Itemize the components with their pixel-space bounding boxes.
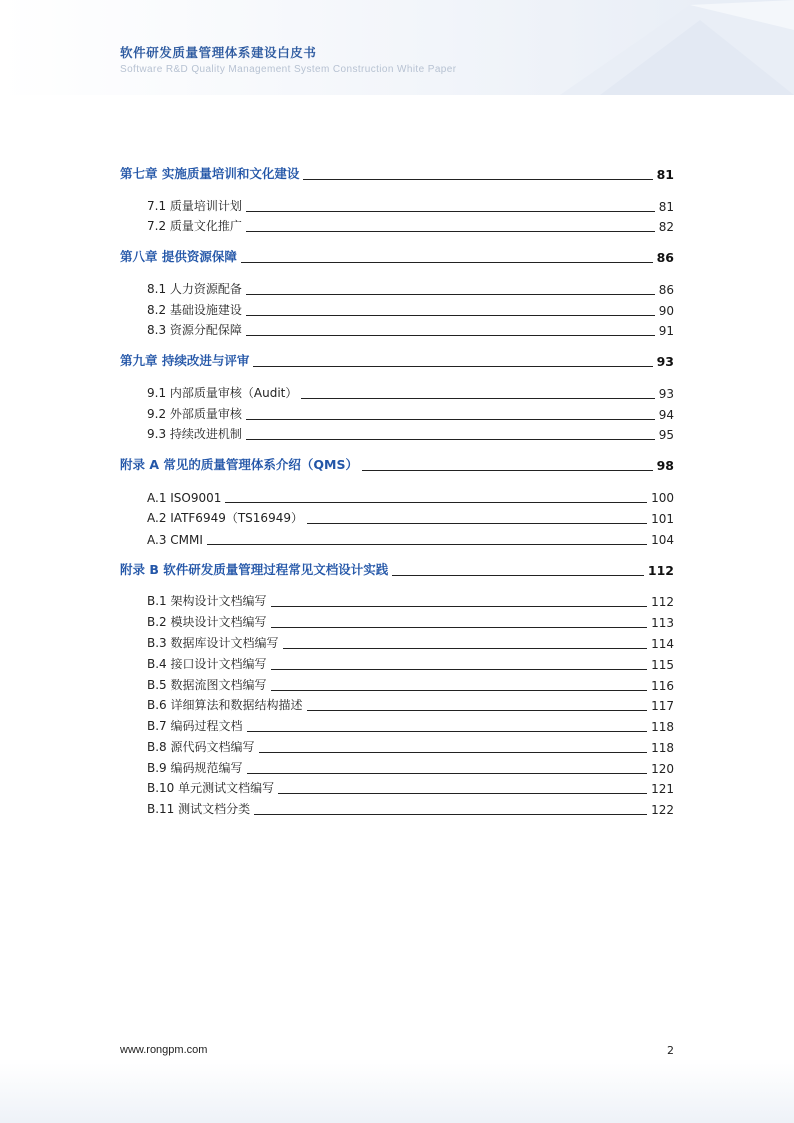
toc-leader-line <box>278 792 647 794</box>
toc-entry-title: B.11 测试文档分类 <box>147 802 251 816</box>
toc-leader-line <box>253 365 652 367</box>
toc-entry-page: 118 <box>651 741 674 755</box>
toc-section-row[interactable] <box>147 489 674 505</box>
toc-entry-title: B.2 模块设计文档编写 <box>147 615 267 629</box>
toc-entry-title: 8.2 基础设施建设 <box>147 303 242 317</box>
toc-entry-page: 93 <box>658 387 674 401</box>
toc-chapter-row[interactable] <box>120 166 674 182</box>
toc-section-row[interactable] <box>147 635 674 651</box>
toc-entry-title: 9.1 内部质量审核（Audit） <box>147 386 298 400</box>
toc-entry-title: 附录 A 常见的质量管理体系介绍（QMS） <box>120 457 358 472</box>
toc-leader-line <box>283 647 648 649</box>
toc-leader-line <box>301 397 654 399</box>
toc-leader-line <box>246 210 655 212</box>
toc-leader-line <box>246 230 655 232</box>
toc-entry-page: 104 <box>651 533 674 547</box>
toc-entry-title: 第七章 实施质量培训和文化建设 <box>120 166 300 181</box>
toc-entry-title: B.1 架构设计文档编写 <box>147 594 267 608</box>
toc-leader-line <box>259 751 648 753</box>
toc-section-row[interactable] <box>147 302 674 318</box>
toc-leader-line <box>246 293 655 295</box>
toc-leader-line <box>254 813 647 815</box>
toc-entry-title: A.2 IATF6949（TS16949） <box>147 511 303 525</box>
toc-entry-title: B.5 数据流图文档编写 <box>147 678 267 692</box>
toc-section-row[interactable] <box>147 218 674 234</box>
toc-entry-page: 120 <box>651 762 674 776</box>
toc-entry-page: 117 <box>651 699 674 713</box>
toc-leader-line <box>225 501 647 503</box>
toc-entry-page: 118 <box>651 720 674 734</box>
toc-section-row[interactable] <box>147 780 674 796</box>
toc-entry-page: 113 <box>651 616 674 630</box>
toc-entry-title: A.3 CMMI <box>147 533 203 547</box>
toc-section-row[interactable] <box>147 677 674 693</box>
toc-entry-title: B.8 源代码文档编写 <box>147 740 255 754</box>
toc-leader-line <box>271 668 648 670</box>
toc-leader-line <box>307 522 647 524</box>
toc-section-row[interactable] <box>147 614 674 630</box>
toc-section-row[interactable] <box>147 531 674 547</box>
toc-entry-page: 94 <box>658 408 674 422</box>
header-title: 软件研发质量管理体系建设白皮书 <box>120 45 317 60</box>
toc-entry-page: 98 <box>656 458 674 473</box>
toc-leader-line <box>392 574 644 576</box>
toc-leader-line <box>246 314 655 316</box>
toc-entry-title: 9.3 持续改进机制 <box>147 427 242 441</box>
toc-section-row[interactable] <box>147 406 674 422</box>
toc-entry-title: 7.2 质量文化推广 <box>147 219 242 233</box>
toc-leader-line <box>271 605 648 607</box>
toc-section-row[interactable] <box>147 801 674 817</box>
header-subtitle: Software R&D Quality Management System Construction White Paper <box>120 64 457 75</box>
toc-leader-line <box>303 178 652 180</box>
toc-section-row[interactable] <box>147 697 674 713</box>
toc-leader-line <box>307 709 648 711</box>
toc-section-row[interactable] <box>147 718 674 734</box>
toc-section-row[interactable] <box>147 281 674 297</box>
toc-entry-page: 90 <box>658 304 674 318</box>
toc-entry-page: 86 <box>658 283 674 297</box>
toc-section-row[interactable] <box>147 198 674 214</box>
toc-entry-page: 95 <box>658 428 674 442</box>
toc-entry-title: B.4 接口设计文档编写 <box>147 657 267 671</box>
toc-entry-title: 7.1 质量培训计划 <box>147 199 242 213</box>
toc-leader-line <box>271 689 648 691</box>
footer-url[interactable]: www.rongpm.com <box>120 1044 208 1056</box>
toc-entry-page: 86 <box>656 250 674 265</box>
toc-entry-title: 9.2 外部质量审核 <box>147 407 242 421</box>
toc-entry-page: 100 <box>651 491 674 505</box>
toc-entry-page: 82 <box>658 220 674 234</box>
toc-leader-line <box>246 334 655 336</box>
toc-entry-title: B.10 单元测试文档编写 <box>147 781 275 795</box>
toc-section-row[interactable] <box>147 510 674 526</box>
toc-entry-title: 第八章 提供资源保障 <box>120 249 237 264</box>
toc-section-row[interactable] <box>147 322 674 338</box>
toc-entry-page: 114 <box>651 637 674 651</box>
toc-entry-page: 112 <box>651 595 674 609</box>
toc-section-row[interactable] <box>147 385 674 401</box>
toc-section-row[interactable] <box>147 426 674 442</box>
toc-entry-title: 8.3 资源分配保障 <box>147 323 242 337</box>
toc-entry-page: 101 <box>651 512 674 526</box>
toc-entry-page: 122 <box>651 803 674 817</box>
toc-entry-page: 112 <box>647 563 674 578</box>
toc-leader-line <box>362 469 653 471</box>
toc-entry-page: 93 <box>656 354 674 369</box>
toc-entry-title: B.7 编码过程文档 <box>147 719 243 733</box>
toc-chapter-row[interactable] <box>120 249 674 265</box>
toc-entry-page: 116 <box>651 679 674 693</box>
toc-entry-page: 121 <box>651 782 674 796</box>
toc-leader-line <box>246 438 655 440</box>
toc-leader-line <box>241 261 653 263</box>
toc-section-row[interactable] <box>147 739 674 755</box>
toc-entry-page: 115 <box>651 658 674 672</box>
toc-entry-page: 81 <box>658 200 674 214</box>
toc-leader-line <box>246 418 655 420</box>
toc-section-row[interactable] <box>147 656 674 672</box>
toc-section-row[interactable] <box>147 593 674 609</box>
toc-entry-title: A.1 ISO9001 <box>147 491 222 505</box>
toc-entry-page: 81 <box>656 167 674 182</box>
toc-entry-title: B.6 详细算法和数据结构描述 <box>147 698 303 712</box>
toc-chapter-row[interactable] <box>120 353 674 369</box>
toc-chapter-row[interactable] <box>120 457 674 473</box>
toc-entry-title: 8.1 人力资源配备 <box>147 282 242 296</box>
toc-section-row[interactable] <box>147 760 674 776</box>
toc-leader-line <box>247 772 648 774</box>
toc-entry-title: 附录 B 软件研发质量管理过程常见文档设计实践 <box>120 562 389 577</box>
toc-leader-line <box>247 730 648 732</box>
toc-chapter-row[interactable] <box>120 562 674 578</box>
toc-entry-title: B.9 编码规范编写 <box>147 761 243 775</box>
toc-entry-title: B.3 数据库设计文档编写 <box>147 636 279 650</box>
page-header <box>0 0 794 95</box>
toc-leader-line <box>207 543 647 545</box>
footer-band <box>0 1063 794 1123</box>
toc-entry-title: 第九章 持续改进与评审 <box>120 353 250 368</box>
footer-page-number: 2 <box>667 1044 674 1057</box>
toc-leader-line <box>271 626 648 628</box>
toc-entry-page: 91 <box>658 324 674 338</box>
